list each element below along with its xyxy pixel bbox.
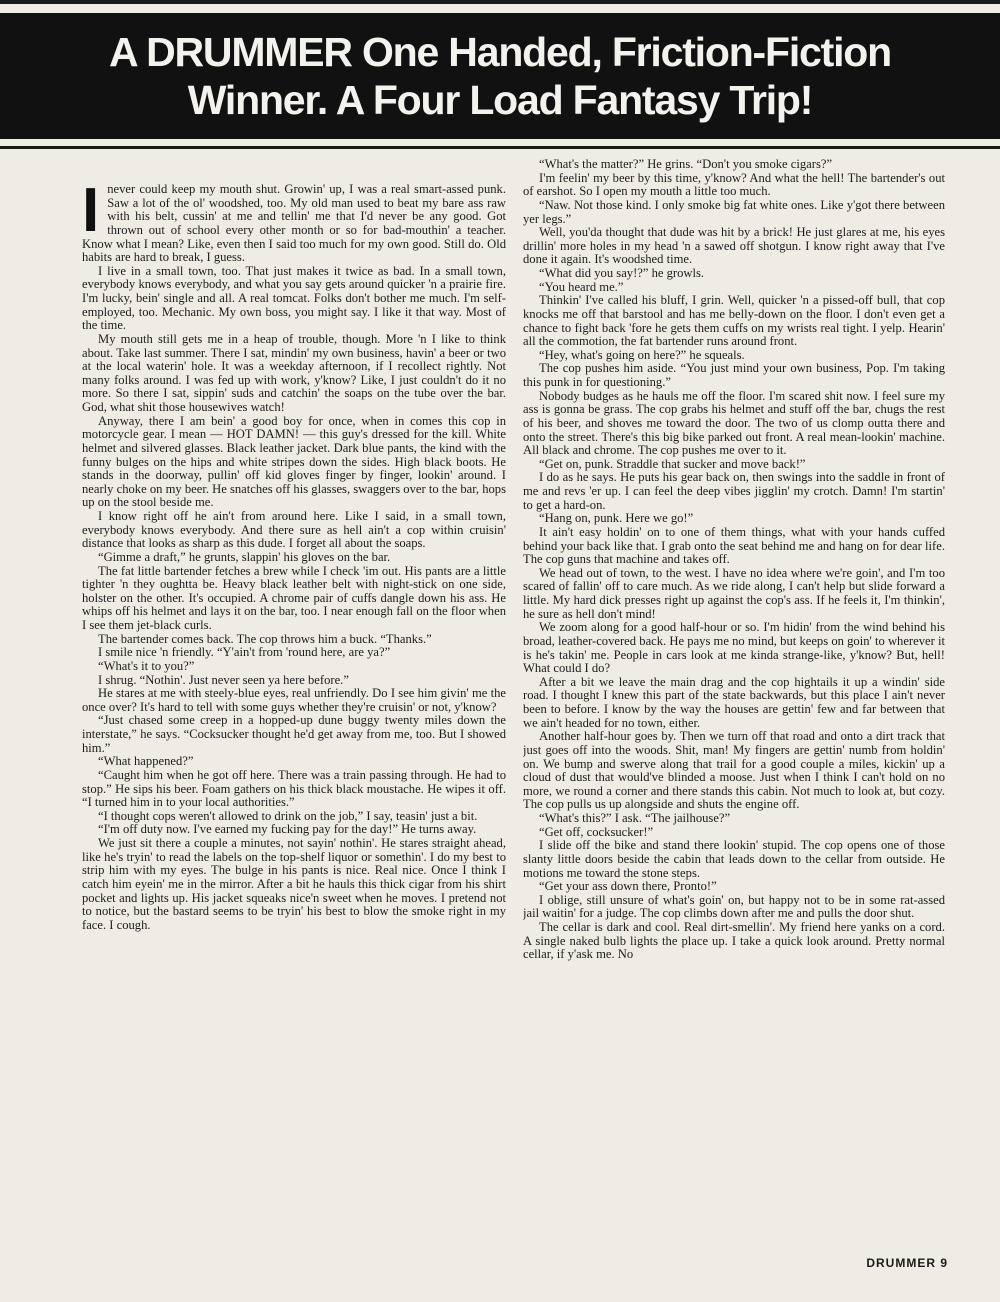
- paragraph: I live in a small town, too. That just makes it twice as bad. In a small town, everybody knows everybody, and what you say gets around quicker 'n a prairie fire. I'm lucky, bein' single and all. A real tomcat. Folks don't bother me much. I'm self-employed, too. Mechanic. My own boss, you might say. I like it that way. Most of the time.: [82, 263, 506, 333]
- paragraph: I do as he says. He puts his gear back on, then swings into the saddle in front of me and revs 'er up. I can feel the deep vibes jigglin' my crotch. Damn! I'm startin' to get a hard-on.: [523, 470, 945, 512]
- paragraph: “What's the matter?” He grins. “Don't you smoke cigars?”: [539, 158, 833, 171]
- paragraph: I smile nice 'n friendly. “Y'ain't from 'round here, are ya?”: [98, 645, 391, 660]
- paragraph: “Gimme a draft,” he grunts, slappin' his gloves on the bar.: [98, 549, 391, 564]
- drop-cap: I: [82, 183, 100, 245]
- paragraph: “Caught him when he got off here. There was a train passing through. He had to stop.” He sips his beer. Foam gathers on his thick black moustache. He wipes it off. “I turned him in to your local authorities.”: [82, 767, 506, 810]
- paragraph-text: never could keep my mouth shut. Growin' up, I was a real smart-assed punk. Saw a lot of the ol' woodshed, too. My old man used to beat my bare ass raw with his belt, cussin' at me and tellin' me that I'd never be any good. Got thrown out of school every other month or so for bad-mouthin' a teacher. Know what I mean? Like, even then I said too much for my own good. Still do. Old habits are hard to break, I guess.: [82, 183, 506, 265]
- paragraph: I shrug. “Nothin'. Just never seen ya here before.”: [98, 672, 349, 687]
- paragraph: The fat little bartender fetches a brew while I check 'im out. His pants are a little tighter 'n they oughtta be. Heavy black leather belt with night-stick on one side, holster on the other. It's occupied. A chrome pair of cuffs dangle down his ass. He whips off his helmet and lays it on the bar, too. I near enough fall on the floor when I see them jet-black curls.: [82, 563, 506, 632]
- paragraph: “Hey, what's going on here?” he squeals.: [539, 347, 745, 362]
- paragraph: “Naw. Not those kind. I only smoke big fat white ones. Like y'got there between yer legs.”: [523, 197, 945, 226]
- title-line-2: Winner. A Four Load Fantasy Trip!: [187, 77, 813, 123]
- paragraph: “Get your ass down there, Pronto!”: [539, 879, 717, 894]
- right-column: [523, 158, 945, 1268]
- paragraph: I oblige, still unsure of what's goin' on, but happy not to be in some rat-assed jail waitin' for a judge. The cop climbs down after me and pulls the door shut.: [523, 892, 945, 921]
- title-line-1: A DRUMMER One Handed, Friction-Fiction: [109, 29, 891, 75]
- paragraph: “Get off, cocksucker!”: [539, 824, 654, 839]
- paragraph: “You heard me.”: [539, 279, 624, 294]
- paragraph: After a bit we leave the main drag and the cop hightails it up a windin' side road. I thought I knew this part of the state backwards, but this place I ain't never been to before. I know by the way the houses are gettin' few and far between that we ain't headed for no town, either.: [523, 674, 945, 730]
- paragraph: “Hang on, punk. Here we go!”: [539, 511, 694, 526]
- banner-underline: [0, 146, 1000, 149]
- paragraph: The cellar is dark and cool. Real dirt-smellin'. My friend here yanks on a cord. A single naked bulb lights the place up. I take a quick look around. Pretty normal cellar, if y'ask me. No: [523, 920, 945, 962]
- page-footer: DRUMMER 9: [866, 1256, 948, 1270]
- paragraph: “I thought cops weren't allowed to drink on the job,” I say, teasin' just a bit.: [98, 808, 478, 823]
- paragraph: It ain't easy holdin' on to one of them things, what with your hands cuffed behind your back like that. I grab onto the seat behind me and hang on for dear life. The cop guns that machine and takes off.: [523, 524, 945, 567]
- paragraph: We just sit there a couple a minutes, not sayin' nothin'. He stares straight ahead, like he's tryin' to read the labels on the top-shelf liquor or somethin'. I do my best to strip him with my eyes. The bulge in his pants is nice. Real nice. Once I think I catch him eyein' me in the mirror. After a bit he hauls this thick cigar from his shirt pocket and lights up. His jacket squeaks nice'n sweet when he moves. I pretend not to notice, but the bastard seems to be tryin' his best to blow the smoke right in my face. I cough.: [82, 836, 506, 932]
- paragraph: We head out of town, to the west. I have no idea where we're goin', and I'm too scared of fallin' off to care much. As we ride along, I can't help but slide forward a little. My hard dick presses right up against the cop's ass. If he feels it, I'm thinkin', he sure as hell don't mind!: [523, 565, 945, 621]
- title-banner: [0, 13, 1000, 139]
- paragraph: Thinkin' I've called his bluff, I grin. Well, quicker 'n a pissed-off bull, that cop knocks me off that barstool and has me belly-down on the floor. I don't even get a chance to fight back 'fore he gets them cuffs on my wrists real tight. I yelp. Hearin' all the commotion, the fat bartender runs around front.: [523, 293, 945, 349]
- paragraph: “What did you say!?” he growls.: [539, 266, 705, 280]
- paragraph: Anyway, there I am bein' a good boy for once, when in comes this cop in motorcycle gear. I mean — HOT DAMN! — this guy's dressed for the kill. White helmet and silvered glasses. Black leather jacket. Dark blue pants, the kind with the funny bulges on the hips and white stripes down the sides. High black boots. He stands in the doorway, pullin' off kid gloves finger by finger, lookin' around. I nearly choke on my beer. He snatches off his glasses, swaggers over to the bar, hops up on the stool beside me.: [82, 413, 506, 510]
- top-rule: [0, 0, 1000, 4]
- paragraph: Nobody budges as he hauls me off the floor. I'm scared shit now. I feel sure my ass is gonna be grass. The cop grabs his helmet and stuff off the bar, chugs the rest of his beer, and shoves me toward the door. The two of us clomp outta there and onto the street. There's this big bike parked out front. A real mean-lookin' machine. All black and chrome. The cop pushes me over to it.: [523, 388, 945, 458]
- paragraph: “What's this?” I ask. “The jailhouse?”: [539, 811, 731, 825]
- left-column: [82, 183, 506, 1258]
- paragraph: “Just chased some creep in a hopped-up dune buggy twenty miles down the interstate,” he says. “Cocksucker thought he'd get away from me, too. But I showed him.”: [82, 713, 506, 755]
- paragraph: Well, you'da thought that dude was hit by a brick! He just glares at me, his eyes drillin' more holes in my head 'n a sawed off shotgun. I know right away that I've done it again. It's woodshed time.: [523, 225, 945, 267]
- paragraph: The cop pushes him aside. “You just mind your own business, Pop. I'm taking this punk in for questioning.”: [523, 361, 945, 389]
- paragraph: I know right off he ain't from around here. Like I said, in a small town, everybody knows everybody. And there sure as hell ain't a cop within cruisin' distance that looks as sharp as this dude. I forget all about the soaps.: [82, 509, 506, 551]
- paragraph: We zoom along for a good half-hour or so. I'm hidin' from the wind behind his broad, leather-covered back. He pays me no mind, but keeps on goin' to wherever it is he's takin' me. People in cars look at me kinda strange-like, y'know? But, hell! What could I do?: [523, 620, 945, 676]
- paragraph: I slide off the bike and stand there lookin' stupid. The cop opens one of those slanty little doors beside the cabin that leads down to the cellar from outside. He motions me toward the stone steps.: [523, 838, 945, 880]
- paragraph: “Get on, punk. Straddle that sucker and move back!”: [539, 456, 806, 471]
- paragraph: “I'm off duty now. I've earned my fucking pay for the day!” He turns away.: [98, 822, 477, 837]
- paragraph: “What happened?”: [98, 754, 194, 769]
- paragraph: Another half-hour goes by. Then we turn off that road and onto a dirt track that just goes off into the woods. Shit, man! My fingers are gettin' numb from holdin' on. We bump and swerve along that trail for a good couple a miles, kickin' up a cloud of dust that would've blinded a moose. Just when I think I can't hold on no more, we round a corner and there stands this cabin. Not much to look at, but cozy. The cop pulls us up alongside and shuts the engine off.: [523, 729, 945, 812]
- paragraph: My mouth still gets me in a heap of trouble, though. More 'n I like to think about. Take last summer. There I sat, mindin' my own business, havin' a beer or two at the local waterin' hole. It was a weekday afternoon, if I recollect rightly. Not many folks around. I was fed up with work, y'know? Like, I just couldn't do it no more. So there I sat, sippin' suds and catchin' the soaps on the tube over the bar. God, what shit those housewives watch!: [82, 331, 506, 414]
- paragraph: The bartender comes back. The cop throws him a buck. “Thanks.”: [98, 631, 432, 646]
- paragraph: [82, 183, 506, 265]
- paragraph: “What's it to you?”: [98, 658, 195, 673]
- paragraph: He stares at me with steely-blue eyes, real unfriendly. Do I see him givin' me the once over? It's hard to tell with some guys whether they're cruisin' or not, y'know?: [82, 686, 506, 714]
- paragraph: I'm feelin' my beer by this time, y'know? And what the hell! The bartender's out of earshot. So I open my mouth a little too much.: [523, 170, 945, 199]
